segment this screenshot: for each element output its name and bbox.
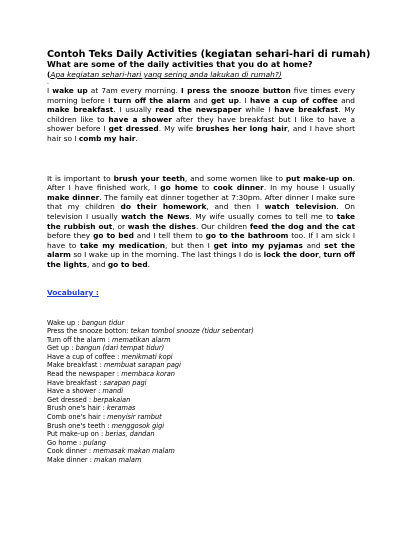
document-page [47, 49, 371, 465]
activity-phrase: have a cup of coffee [250, 95, 338, 105]
activity-phrase: go home [160, 183, 198, 193]
text-run: , and [86, 259, 108, 269]
activity-phrase: make dinner [47, 192, 100, 202]
text-run: to [197, 183, 214, 193]
text-run: so I wake up in the morning. The last things I do is [70, 250, 264, 260]
text-run: . My children like to [47, 105, 355, 124]
text-run: . I [238, 95, 251, 105]
text-run: It is important to [47, 173, 114, 183]
vocabulary-term: Have breakfast : [47, 378, 104, 387]
vocabulary-meaning: keramas [106, 404, 136, 413]
vocabulary-term: Have a cup of coffee : [47, 352, 122, 361]
activity-phrase: get into my pyjamas [213, 240, 303, 250]
vocabulary-heading-link[interactable]: Vocabulary : [47, 287, 99, 297]
vocabulary-meaning: tekan tombol snooze (tidur sebentar) [130, 327, 254, 336]
activity-phrase: watch the News [121, 211, 190, 221]
vocabulary-list [47, 319, 355, 465]
activity-phrase: brushes her long hair [196, 124, 288, 134]
text-run: . [135, 133, 138, 143]
vocabulary-meaning: menikmati kopi [121, 352, 173, 361]
vocabulary-item [47, 319, 355, 328]
text-run: while I [241, 105, 275, 115]
vocabulary-item [47, 387, 355, 396]
text-run: . My wife usually comes to tell me to [189, 211, 337, 221]
vocabulary-item [47, 413, 355, 422]
text-run: , [318, 250, 324, 260]
vocabulary-item [47, 327, 355, 336]
vocabulary-item [47, 336, 355, 345]
activity-phrase: wake up [52, 86, 88, 95]
vocabulary-term: Put make-up on : [47, 430, 106, 439]
vocabulary-item [47, 422, 355, 431]
vocabulary-item [47, 353, 355, 362]
vocabulary-term: Have a shower : [47, 387, 103, 396]
text-run: . In my house I usually [263, 183, 355, 193]
text-run: . My wife [158, 124, 197, 134]
vocabulary-item [47, 430, 355, 439]
text-run: , and I have short hair so I [47, 124, 355, 143]
text-run: , and then I [206, 202, 265, 212]
vocabulary-term: Brush one's hair : [47, 404, 107, 413]
vocabulary-term: Go home : [47, 438, 84, 447]
activity-phrase: do their homework [120, 202, 207, 212]
vocabulary-item [47, 344, 355, 353]
text-run: . The family eat dinner together at 7:30pm. After dinner I make sure that my children [47, 192, 355, 212]
vocabulary-meaning: berias, dandan [105, 430, 155, 439]
text-run: . [147, 259, 150, 269]
text-run: and [337, 95, 355, 105]
text-run: and [190, 95, 211, 105]
activity-phrase: turn off the lights [47, 250, 355, 269]
activity-phrase: go to bed [107, 259, 148, 269]
text-run: , or [112, 221, 128, 231]
text-run: . Our children [195, 221, 250, 231]
activity-phrase: take the rubbish out [47, 211, 355, 231]
text-run: five times every morning before I [47, 86, 355, 105]
vocabulary-meaning: bangun (dari tempat tidur) [75, 344, 165, 353]
activity-phrase: cook dinner [213, 183, 264, 193]
activity-phrase: take my medication [80, 240, 166, 250]
activity-phrase: comb my hair [78, 133, 136, 143]
activity-phrase: go to the bathroom [205, 231, 289, 241]
activity-phrase: I press the snooze button [181, 86, 291, 95]
paragraph-morning-routine [47, 86, 355, 144]
question-translation [47, 70, 355, 80]
translation-open-paren: ( [47, 70, 51, 79]
activity-phrase: lock the door [263, 250, 319, 260]
vocabulary-meaning: berpakaian [93, 395, 131, 404]
vocabulary-meaning: membaca koran [121, 370, 175, 379]
vocabulary-meaning: mematikan alarm [112, 335, 171, 344]
vocabulary-term: Read the newspaper : [47, 370, 122, 379]
activity-phrase: have breakfast [274, 105, 339, 115]
text-run: , but then I [165, 240, 214, 250]
activity-phrase: go to bed [93, 231, 134, 241]
text-run: at 7am every morning. [87, 86, 182, 95]
activity-phrase: watch television [264, 202, 337, 212]
activity-phrase: get up [211, 95, 239, 105]
vocabulary-meaning: membuat sarapan pagi [103, 361, 181, 370]
text-run: after they have breakfast but I like to have a shower before I [47, 114, 356, 134]
vocabulary-meaning: menggosok gigi [111, 421, 165, 430]
vocabulary-item [47, 456, 355, 465]
vocabulary-term: Get dressed : [47, 395, 94, 404]
paragraph-evening-routine [47, 174, 355, 270]
text-run: . On television I usually [47, 202, 355, 221]
activity-phrase: turn off the alarm [113, 95, 191, 105]
vocabulary-item [47, 447, 355, 456]
vocabulary-item [47, 404, 355, 413]
vocabulary-item [47, 370, 355, 379]
vocabulary-meaning: sarapan pagi [103, 378, 147, 387]
text-run: and I tell them to [133, 231, 206, 241]
activity-phrase: put make-up on [285, 173, 353, 183]
vocabulary-term: Make breakfast : [47, 361, 104, 370]
text-run: , and some women like to [184, 173, 286, 183]
activity-phrase: make breakfast [47, 105, 114, 115]
vocabulary-meaning: makan malam [94, 456, 142, 464]
vocabulary-item [47, 379, 355, 388]
vocabulary-meaning: memasak makan malam [93, 447, 175, 456]
vocabulary-meaning: menyisir rambut [107, 413, 162, 422]
document-title: Contoh Teks Daily Activities (kegiatan sehari-hari di rumah) [47, 49, 371, 60]
vocabulary-term: Press the snooze botton: [47, 327, 131, 336]
text-run: . After I have finished work, I [47, 173, 355, 193]
activity-phrase: get dressed [108, 124, 159, 134]
vocabulary-item [47, 396, 355, 405]
vocabulary-term: Get up : [47, 344, 76, 353]
vocabulary-term: Brush one's teeth : [47, 421, 112, 430]
vocabulary-item [47, 361, 355, 370]
text-run: I [47, 86, 53, 95]
vocabulary-item [47, 439, 355, 448]
question-heading: What are some of the daily activities that you do at home? [47, 60, 313, 69]
activity-phrase: feed the dog and the cat [249, 221, 356, 231]
stray-dot: . [47, 79, 49, 86]
activity-phrase: have a shower [108, 114, 172, 124]
vocabulary-term: Make dinner : [47, 456, 95, 464]
vocabulary-term: Cook dinner : [47, 447, 94, 456]
vocabulary-meaning: bangun tidur [81, 318, 125, 327]
text-run: . I usually [113, 105, 156, 115]
activity-phrase: wash the dishes [127, 221, 196, 231]
vocabulary-term: Wake up : [47, 318, 82, 327]
text-run: too. If I am sick I have to [47, 231, 355, 250]
activity-phrase: set the alarm [47, 240, 355, 260]
text-run: before they [47, 231, 94, 241]
translation-text: Apa kegiatan sehari-hari yang sering anda lakukan di rumah?) [50, 70, 282, 79]
vocabulary-term: Turn off the alarm : [47, 335, 113, 344]
activity-phrase: brush your teeth [113, 173, 185, 183]
vocabulary-term: Comb one's hair : [47, 413, 108, 422]
activity-phrase: read the newspaper [155, 105, 242, 115]
vocabulary-meaning: mandi [102, 387, 124, 396]
text-run: and [302, 240, 325, 250]
vocabulary-meaning: pulang [83, 438, 106, 447]
